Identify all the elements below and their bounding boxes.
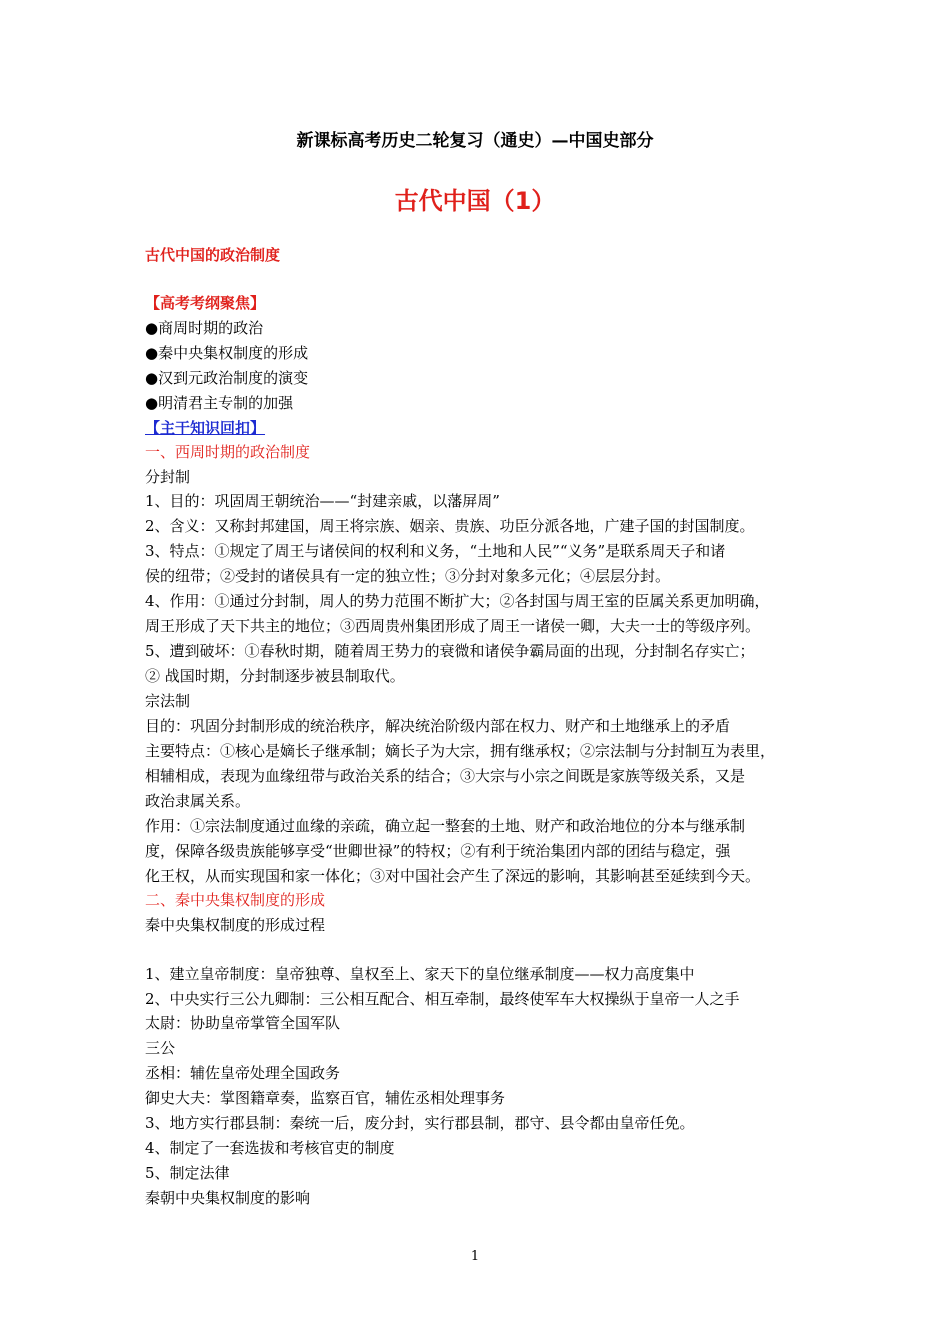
main-title: 古代中国（1） bbox=[394, 187, 556, 215]
part1-heading: 一、西周时期的政治制度 bbox=[145, 443, 311, 461]
part2-line: 4、制定了一套选拔和考核官吏的制度 bbox=[145, 1139, 395, 1157]
part2-line: 秦朝中央集权制度的影响 bbox=[145, 1189, 311, 1207]
focus-heading: 【高考考纲聚焦】 bbox=[145, 294, 266, 312]
part2-line: 御史大夫：掌图籍章奏，监察百官，辅佐丞相处理事务 bbox=[145, 1089, 506, 1107]
fenfeng-line: 5、遭到破坏：①春秋时期，随着周王势力的衰微和诸侯争霸局面的出现，分封制名存实亡； bbox=[145, 642, 755, 660]
zongfa-line: 目的：巩固分封制形成的统治秩序，解决统治阶级内部在权力、财产和土地继承上的矛盾 bbox=[145, 717, 731, 735]
part2-line: 太尉：协助皇帝掌管全国军队 bbox=[145, 1014, 341, 1032]
zongfa-line: 化王权，从而实现国和家一体化；③对中国社会产生了深远的影响，其影响甚至延续到今天。 bbox=[145, 867, 761, 885]
fenfeng-line: ② 战国时期，分封制逐步被县制取代。 bbox=[145, 667, 405, 685]
fenfeng-line: 侯的纽带；②受封的诸侯具有一定的独立性；③分封对象多元化；④层层分封。 bbox=[145, 567, 671, 585]
fenfeng-line: 2、含义：又称封邦建国，周王将宗族、姻亲、贵族、功臣分派各地，广建子国的封国制度。 bbox=[145, 517, 755, 535]
review-heading: 【主干知识回扣】 bbox=[145, 419, 266, 437]
fenfeng-line: 3、特点：①规定了周王与诸侯间的权利和义务，“土地和人民”“义务”是联系周天子和诸 bbox=[145, 542, 726, 560]
zongfa-title: 宗法制 bbox=[145, 692, 191, 710]
fenfeng-line: 1、目的：巩固周王朝统治——“封建亲戚，以藩屏周” bbox=[145, 492, 500, 510]
focus-item: ●秦中央集权制度的形成 bbox=[145, 344, 309, 362]
focus-item: ●商周时期的政治 bbox=[145, 319, 264, 337]
part2-line: 5、制定法律 bbox=[145, 1164, 230, 1182]
zongfa-line: 主要特点：①核心是嫡长子继承制；嫡长子为大宗，拥有继承权；②宗法制与分封制互为表里， bbox=[145, 742, 776, 760]
part2-line: 1、建立皇帝制度：皇帝独尊、皇权至上、家天下的皇位继承制度——权力高度集中 bbox=[145, 965, 695, 983]
page-number: 1 bbox=[470, 1249, 480, 1264]
document-title: 新课标高考历史二轮复习（通史）—中国史部分 bbox=[296, 131, 654, 151]
part2-line: 3、地方实行郡县制：秦统一后，废分封，实行郡县制，郡守、县令都由皇帝任免。 bbox=[145, 1114, 695, 1132]
part2-line: 丞相：辅佐皇帝处理全国政务 bbox=[145, 1064, 341, 1082]
zongfa-line: 度，保障各级贵族能够享受“世卿世禄”的特权；②有利于统治集团内部的团结与稳定，强 bbox=[145, 842, 731, 860]
process-title: 秦中央集权制度的形成过程 bbox=[145, 916, 326, 934]
fenfeng-line: 4、作用：①通过分封制，周人的势力范围不断扩大；②各封国与周王室的臣属关系更加明确， bbox=[145, 592, 770, 610]
zongfa-line: 相辅相成，表现为血缘纽带与政治关系的结合；③大宗与小宗之间既是家族等级关系，又是 bbox=[145, 767, 746, 785]
focus-item: ●明清君主专制的加强 bbox=[145, 394, 294, 412]
part2-heading: 二、秦中央集权制度的形成 bbox=[145, 891, 326, 909]
fenfeng-line: 周王形成了天下共主的地位；③西周贵州集团形成了周王一诸侯一卿，大夫一士的等级序列。 bbox=[145, 617, 761, 635]
section-title: 古代中国的政治制度 bbox=[145, 246, 281, 264]
fenfeng-title: 分封制 bbox=[145, 468, 191, 486]
part2-line: 三公 bbox=[145, 1039, 176, 1057]
part2-line: 2、中央实行三公九卿制：三公相互配合、相互牵制，最终使军车大权操纵于皇帝一人之手 bbox=[145, 990, 740, 1008]
zongfa-line: 政治隶属关系。 bbox=[145, 792, 251, 810]
zongfa-line: 作用：①宗法制度通过血缘的亲疏，确立起一整套的土地、财产和政治地位的分本与继承制 bbox=[145, 817, 746, 835]
focus-item: ●汉到元政治制度的演变 bbox=[145, 369, 309, 387]
